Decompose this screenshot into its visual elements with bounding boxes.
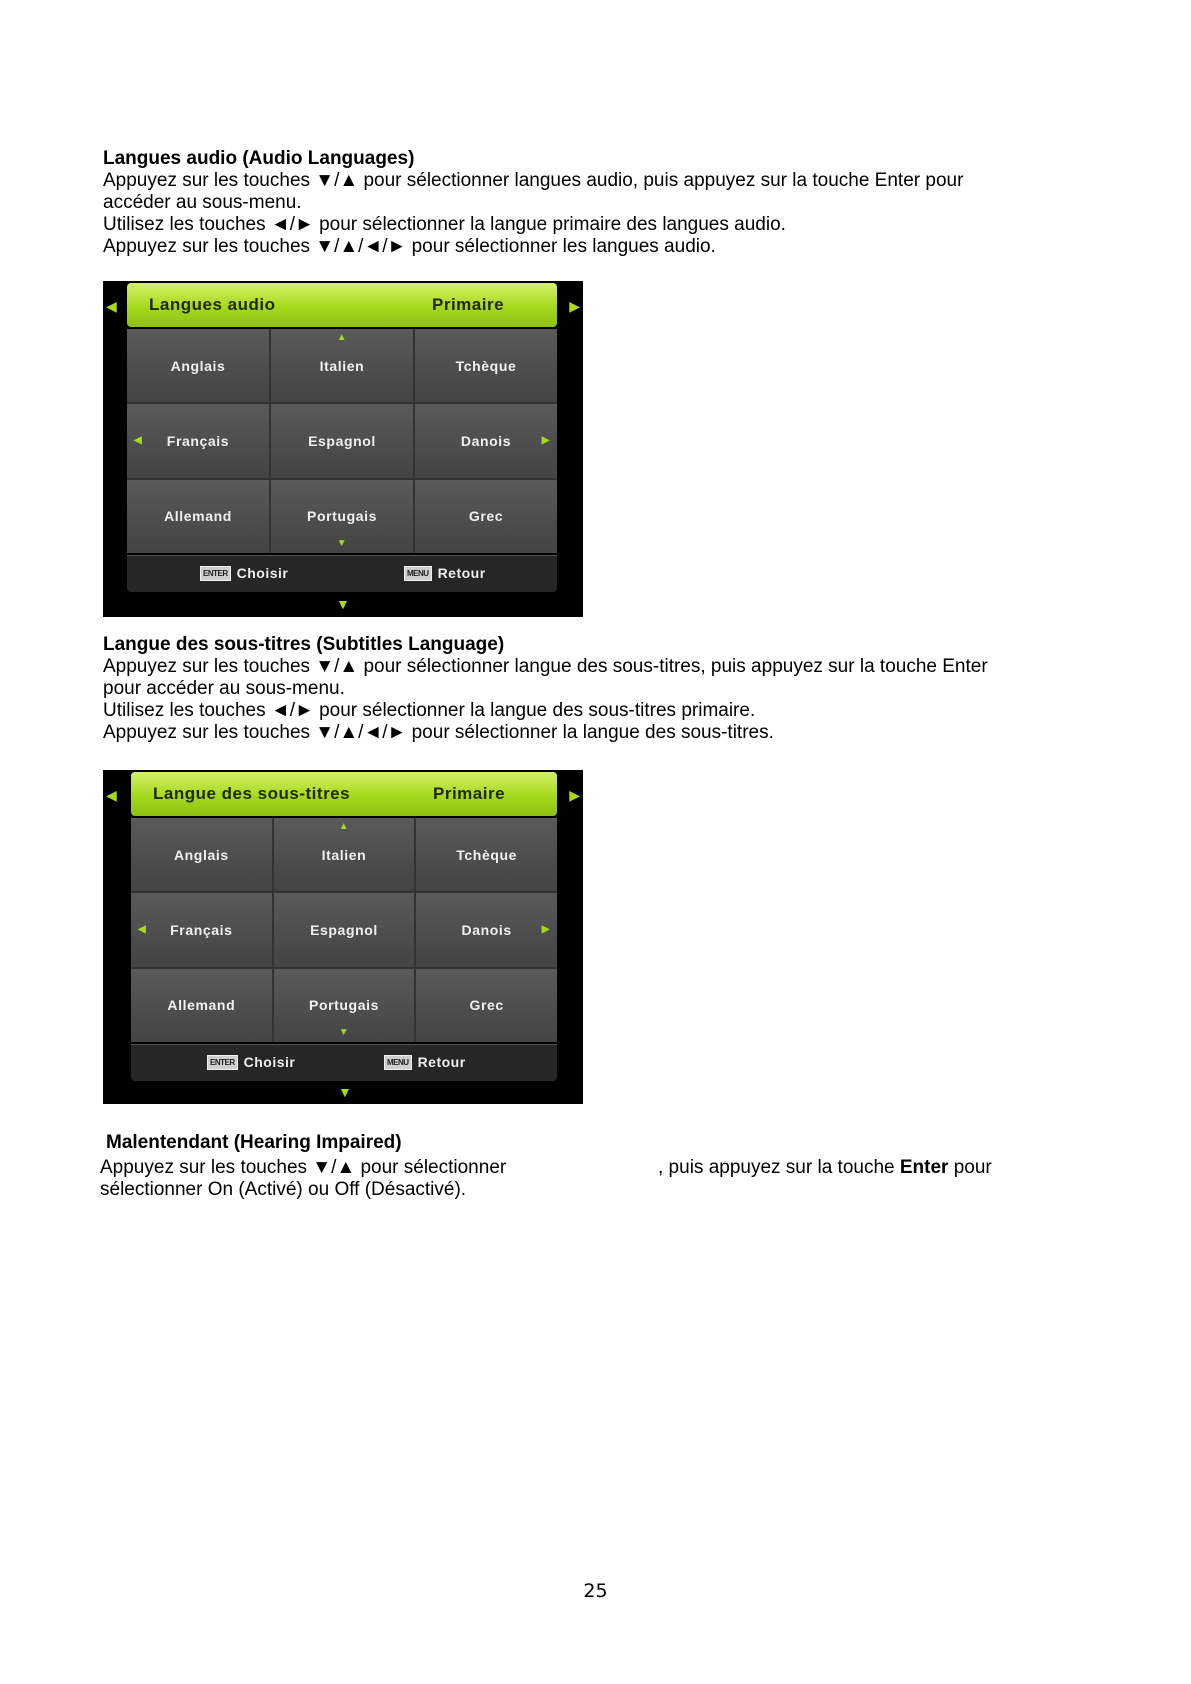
osd-value: Primaire: [432, 295, 505, 314]
text-line: Appuyez sur les touches ▼/▲ pour sélectionner langue des sous-titres, puis appuyez sur la touche Enter: [103, 656, 988, 677]
text-line: pour accéder au sous-menu.: [103, 678, 345, 699]
choose-label: Choisir: [236, 565, 289, 581]
hearing-impaired-line1b: , puis appuyez sur la touche Enter pour: [658, 1157, 992, 1178]
section-heading-hearing-impaired: Malentendant (Hearing Impaired): [106, 1132, 402, 1153]
section-heading-audio-languages: Langues audio (Audio Languages): [103, 148, 415, 169]
down-arrow-icon: ▼: [338, 1027, 350, 1038]
osd-title: Langues audio: [149, 295, 276, 314]
down-arrow-icon: ▼: [336, 596, 350, 612]
left-arrow-icon: ◀: [134, 435, 143, 447]
hearing-impaired-line2: sélectionner On (Activé) ou Off (Désactivé).: [100, 1179, 467, 1200]
language-option[interactable]: ◀ Français: [131, 893, 272, 966]
language-option[interactable]: ▲ Italien: [274, 818, 415, 891]
hearing-impaired-line1a: Appuyez sur les touches ▼/▲ pour sélectionner: [100, 1157, 507, 1178]
osd-header: [127, 283, 557, 327]
osd-value: Primaire: [433, 784, 506, 803]
osd-footer: [131, 1044, 557, 1081]
up-arrow-icon: ▲: [336, 332, 348, 343]
language-option[interactable]: ▲ Italien: [271, 329, 413, 402]
text-line: Utilisez les touches ◄/► pour sélectionner la langue des sous-titres primaire.: [103, 700, 756, 721]
language-option[interactable]: Allemand: [131, 969, 272, 1042]
back-button[interactable]: [404, 565, 486, 581]
language-option[interactable]: Tchèque: [416, 818, 557, 891]
language-option[interactable]: Grec: [415, 480, 557, 553]
text-line: Appuyez sur les touches ▼/▲ pour sélectionner langues audio, puis appuyez sur la touche Enter pour: [103, 170, 964, 191]
language-option[interactable]: Grec: [416, 969, 557, 1042]
back-label: Retour: [437, 565, 486, 581]
down-arrow-icon: ▼: [336, 538, 348, 549]
osd-subtitles-language-screenshot: [103, 770, 583, 1104]
menu-key-icon: MENU: [404, 566, 432, 581]
text-line: Appuyez sur les touches ▼/▲/◄/► pour sélectionner les langues audio.: [103, 236, 716, 257]
osd-title: Langue des sous-titres: [153, 784, 351, 803]
back-label: Retour: [417, 1054, 466, 1070]
language-option[interactable]: Espagnol: [271, 404, 413, 477]
right-arrow-icon: ▶: [569, 298, 580, 314]
choose-button[interactable]: [200, 565, 288, 581]
language-option[interactable]: Portugais ▼: [271, 480, 413, 553]
choose-label: Choisir: [243, 1054, 296, 1070]
language-option[interactable]: Espagnol: [274, 893, 415, 966]
back-button[interactable]: [384, 1054, 466, 1070]
right-arrow-icon: ▶: [569, 787, 580, 803]
left-arrow-icon: ◀: [106, 298, 117, 314]
text-line: accéder au sous-menu.: [103, 192, 302, 213]
language-grid: [127, 329, 557, 553]
osd-header: [131, 772, 557, 816]
language-option[interactable]: Anglais: [127, 329, 269, 402]
section-text-audio-languages: [103, 170, 963, 258]
language-option[interactable]: Tchèque: [415, 329, 557, 402]
osd-footer: [127, 555, 557, 592]
osd-audio-languages-screenshot: [103, 281, 583, 617]
text-line: Utilisez les touches ◄/► pour sélectionner la langue primaire des langues audio.: [103, 214, 786, 235]
text-line: Appuyez sur les touches ▼/▲/◄/► pour sélectionner la langue des sous-titres.: [103, 722, 774, 743]
right-arrow-icon: ▶: [541, 924, 550, 936]
choose-button[interactable]: [207, 1054, 295, 1070]
language-option[interactable]: Allemand: [127, 480, 269, 553]
page-number: 25: [583, 1580, 608, 1602]
section-heading-subtitles-language: Langue des sous-titres (Subtitles Language): [103, 634, 505, 655]
language-option[interactable]: Danois ▶: [415, 404, 557, 477]
right-arrow-icon: ▶: [541, 435, 550, 447]
section-text-subtitles-language: [103, 656, 988, 744]
language-option[interactable]: ◀ Français: [127, 404, 269, 477]
left-arrow-icon: ◀: [138, 924, 147, 936]
language-option[interactable]: Danois ▶: [416, 893, 557, 966]
language-grid: [131, 818, 557, 1042]
language-option[interactable]: Portugais ▼: [274, 969, 415, 1042]
up-arrow-icon: ▲: [338, 821, 350, 832]
language-option[interactable]: Anglais: [131, 818, 272, 891]
left-arrow-icon: ◀: [106, 787, 117, 803]
menu-key-icon: MENU: [384, 1055, 412, 1070]
enter-key-icon: ENTER: [207, 1055, 238, 1070]
enter-key-icon: ENTER: [200, 566, 231, 581]
down-arrow-icon: ▼: [338, 1084, 352, 1100]
